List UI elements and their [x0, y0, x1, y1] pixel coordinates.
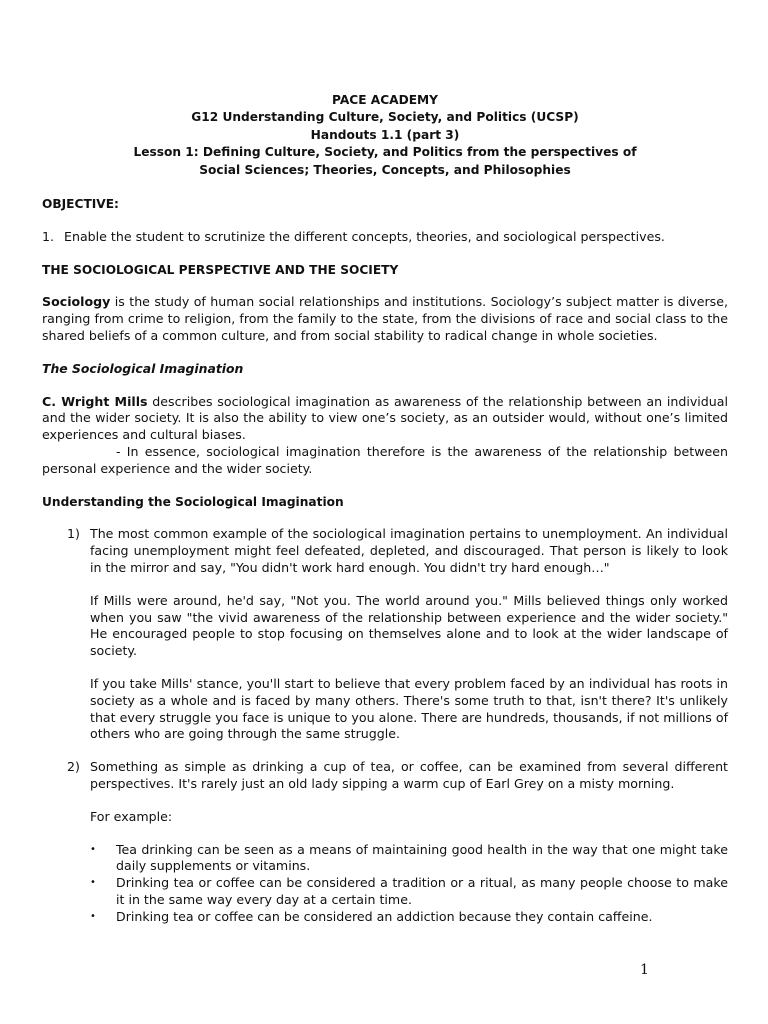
- sociology-definition-text: is the study of human social relationships and institutions. Sociology’s subject matter is diverse, ranging from crime to religion, from the family to the state, from the divisions of race and social class to the shared beliefs of a common culture, and from social stability to radical change in whole societies.: [42, 294, 728, 344]
- objective-text: Enable the student to scrutinize the different concepts, theories, and sociological perspectives.: [64, 228, 665, 244]
- list-marker: 2): [67, 759, 80, 775]
- bullet-icon: •: [90, 843, 96, 855]
- objective-item: [42, 229, 728, 246]
- course-title: G12 Understanding Culture, Society, and Politics (UCSP): [191, 110, 579, 125]
- sociology-definition: [42, 294, 728, 344]
- objective-heading: OBJECTIVE:: [42, 197, 119, 212]
- objective-number: 1.: [42, 228, 55, 244]
- document-header: [42, 92, 728, 179]
- term-sociology: Sociology: [42, 294, 111, 310]
- example-paragraph: If you take Mills' stance, you'll start to believe that every problem faced by an individual has roots in society as a whole and is faced by many others. There's some truth to that, isn't there? It's unlikely that every struggle you face is unique to you alone. There are hundreds, thousands, if not millions of others who are going through the same struggle.: [90, 675, 728, 742]
- imagination-note: - In essence, sociological imagination therefore is the awareness of the relationship between personal experience and the wider society.: [42, 444, 728, 476]
- example-paragraph: If Mills were around, he'd say, "Not you. The world around you." Mills believed things only worked when you saw "the vivid awareness of the relationship between experience and the wider society." He encouraged people to stop focusing on themselves alone and to look at the wider landscape of society.: [90, 592, 728, 659]
- lesson-title-line1: Lesson 1: Defining Culture, Society, and Politics from the perspectives of: [133, 145, 637, 160]
- bullet-item: • Drinking tea or coffee can be considered an addiction because they contain caffeine.: [90, 908, 653, 924]
- page-number: 1: [640, 962, 649, 978]
- bullet-list: [90, 842, 728, 926]
- list-item: [42, 759, 728, 925]
- bullet-icon: •: [90, 877, 96, 889]
- handout-title: Handouts 1.1 (part 3): [310, 127, 460, 142]
- bullet-icon: •: [90, 910, 96, 922]
- bullet-item: • Tea drinking can be seen as a means of maintaining good health in the way that one might take daily supplements or vitamins.: [90, 841, 728, 874]
- list-item: [42, 526, 728, 743]
- example-paragraph: Something as simple as drinking a cup of tea, or coffee, can be examined from several different perspectives. It's rarely just an old lady sipping a warm cup of Earl Grey on a misty morning.: [90, 759, 728, 791]
- examples-list: [42, 526, 728, 925]
- example-paragraph: For example:: [90, 808, 173, 824]
- mills-definition-text: describes sociological imagination as awareness of the relationship between an individual and the wider society. It is also the ability to view one’s society, as an outsider would, without one’s limited experiences and cultural biases.: [42, 393, 728, 443]
- list-marker: 1): [67, 526, 80, 542]
- lesson-title-line2: Social Sciences; Theories, Concepts, and Philosophies: [199, 162, 571, 177]
- section-heading-understanding: Understanding the Sociological Imagination: [42, 494, 344, 509]
- term-c-wright-mills: C. Wright Mills: [42, 393, 148, 409]
- school-name: PACE ACADEMY: [332, 93, 438, 107]
- example-paragraph: The most common example of the sociological imagination pertains to unemployment. An individual facing unemployment might feel defeated, depleted, and discouraged. That person is likely to look in the mirror and say, "You didn't work hard enough. You didn't try hard enough…": [90, 526, 728, 575]
- section-heading-sociological-perspective: THE SOCIOLOGICAL PERSPECTIVE AND THE SOCIETY: [42, 262, 399, 277]
- mills-definition: [42, 394, 728, 444]
- section-heading-sociological-imagination: The Sociological Imagination: [42, 360, 244, 376]
- document-page: [42, 92, 728, 926]
- bullet-item: • Drinking tea or coffee can be considered a tradition or a ritual, as many people choose to make it in the same way every day at a certain time.: [90, 875, 728, 907]
